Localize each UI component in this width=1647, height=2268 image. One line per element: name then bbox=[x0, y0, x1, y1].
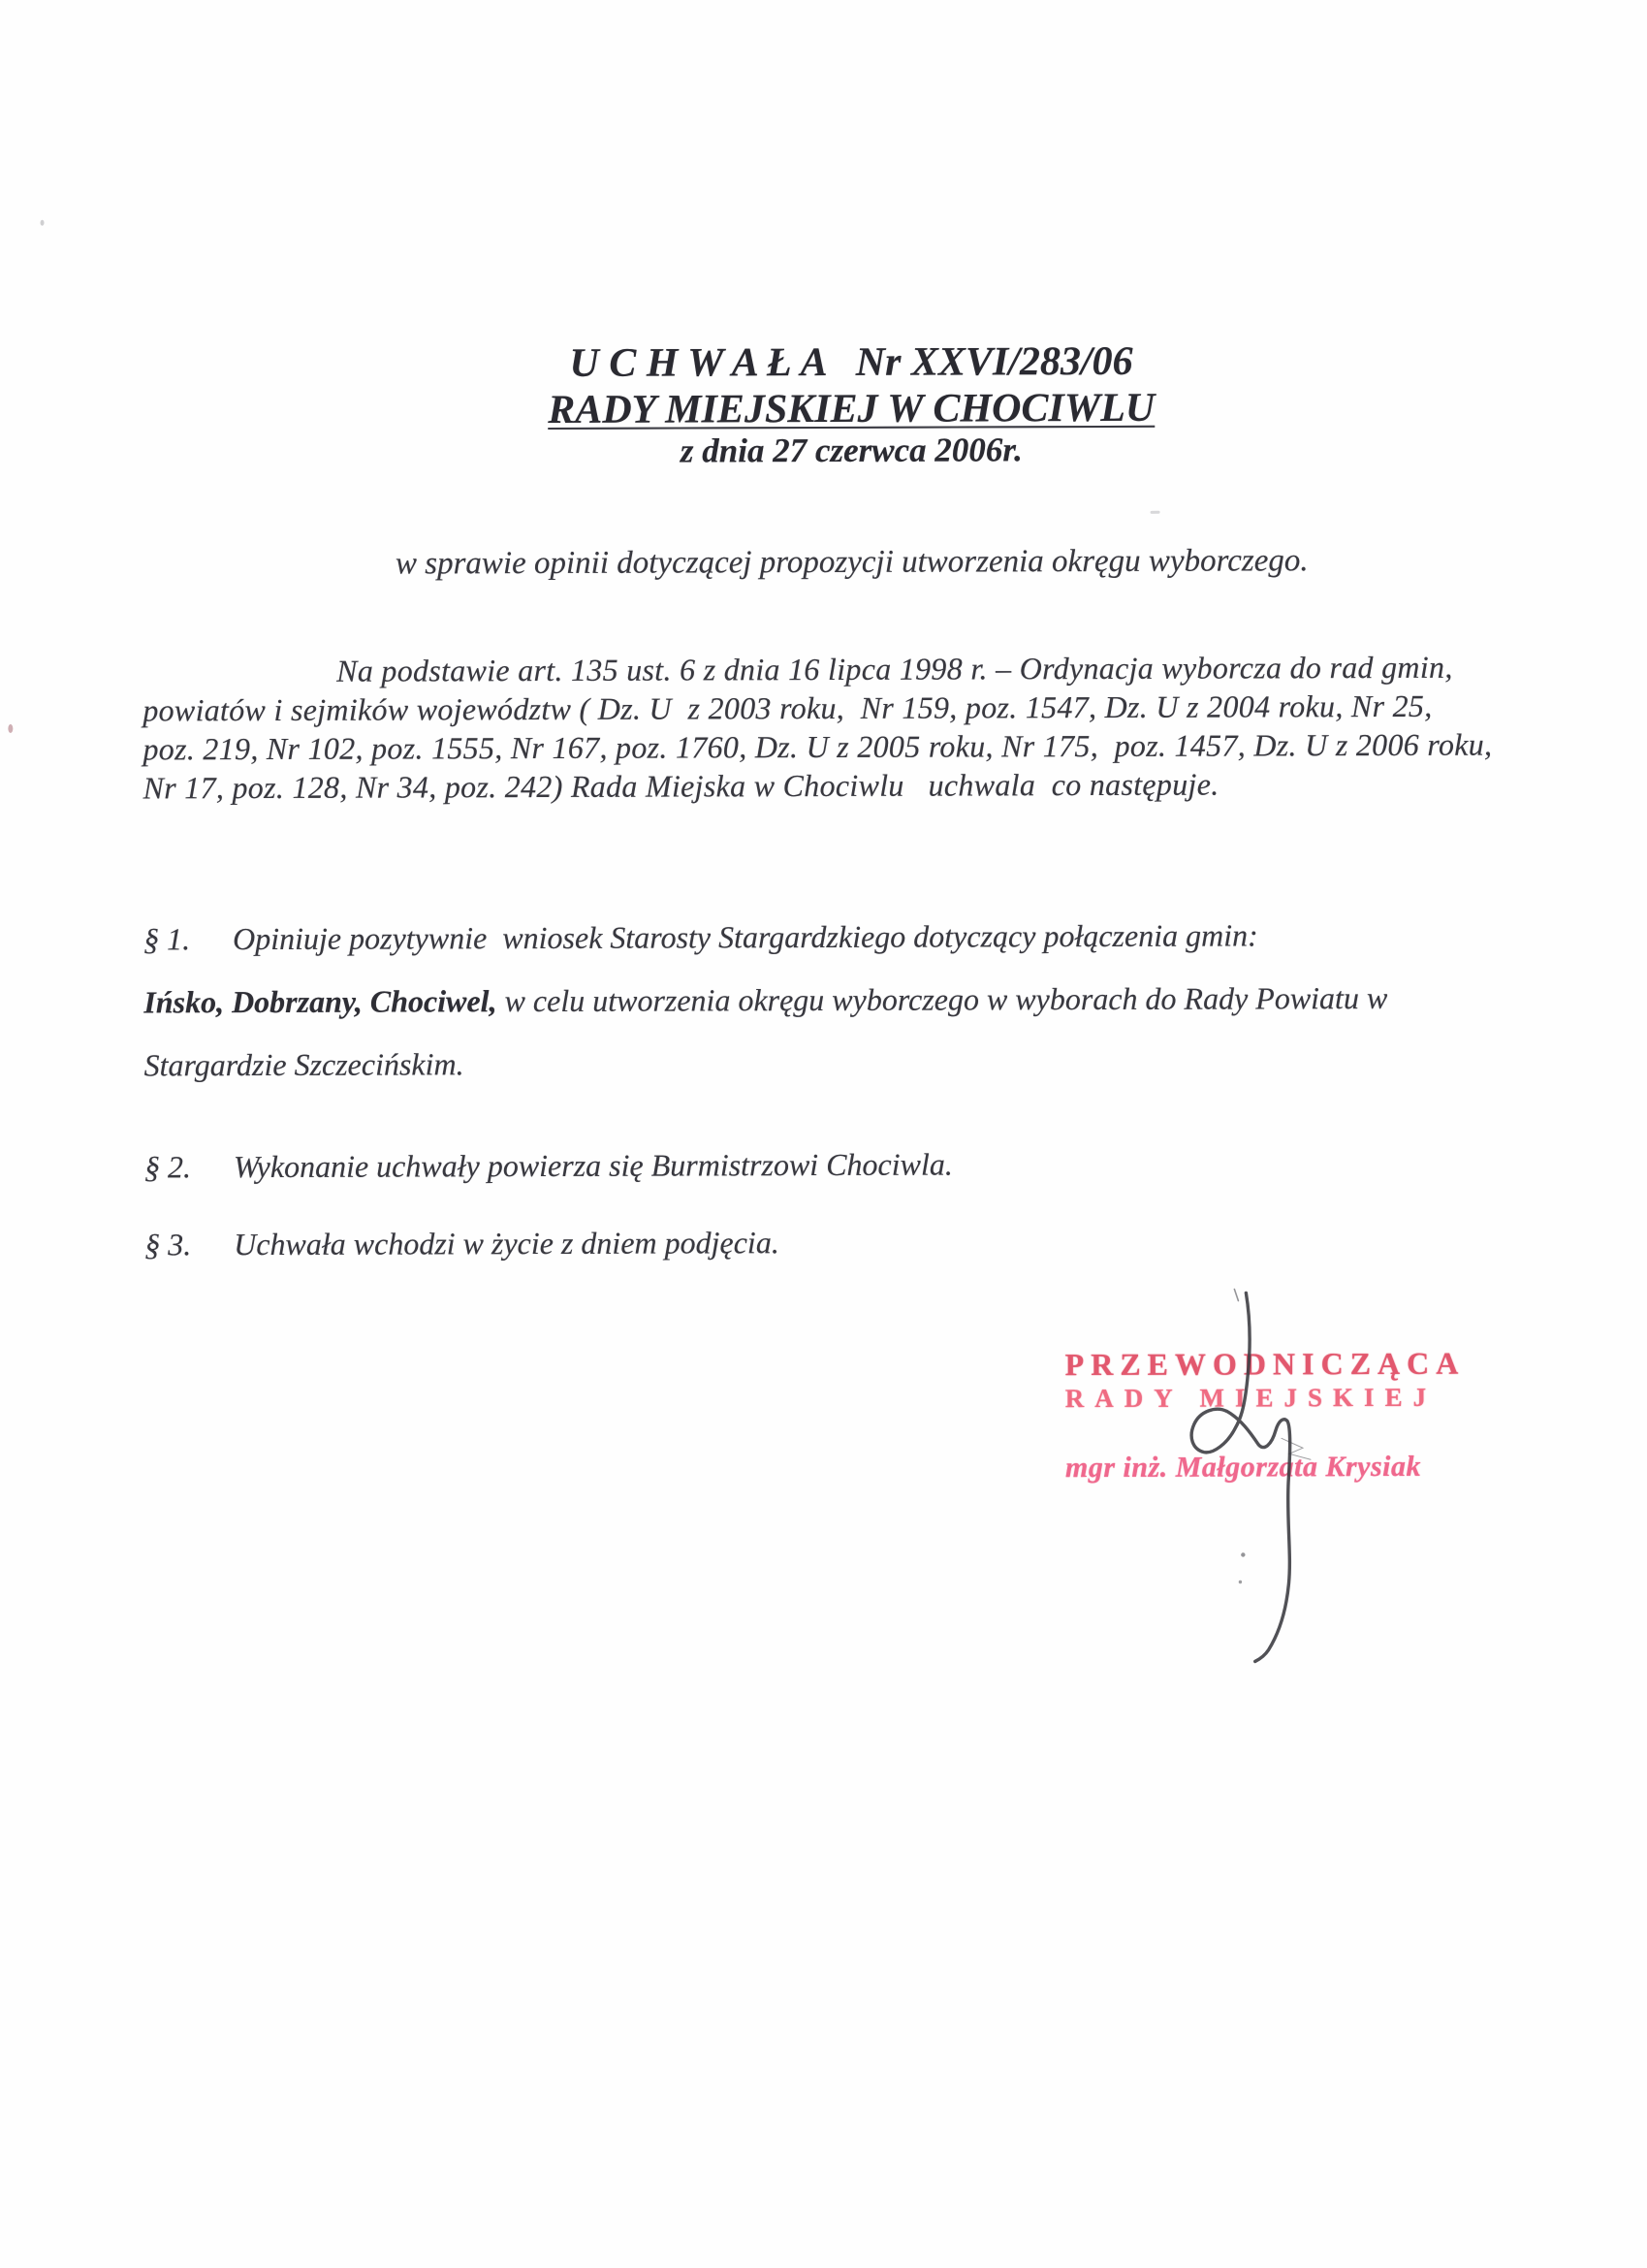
section-1-text: Opiniuje pozytywnie wniosek Starosty Stargardzkiego dotyczący połączenia gmin: bbox=[233, 917, 1258, 957]
section-1-line-3: Stargardzie Szczecińskim. bbox=[143, 1046, 464, 1083]
resolution-number-line: U C H W A Ł A Nr XXVI/283/06 bbox=[569, 338, 1133, 386]
legal-basis-line-1: Na podstawie art. 135 ust. 6 z dnia 16 lipca 1998 r. – Ordynacja wyborcza do rad gmin, bbox=[336, 649, 1453, 688]
legal-basis-line-4: Nr 17, poz. 128, Nr 34, poz. 242) Rada Miejska w Chociwlu uchwala co następuje. bbox=[143, 766, 1219, 806]
signature-top-tick bbox=[1234, 1290, 1238, 1301]
section-2-line bbox=[144, 1147, 953, 1186]
section-3-line bbox=[144, 1225, 779, 1262]
section-2-number: § 2. bbox=[143, 1149, 191, 1185]
section-1-number: § 1. bbox=[143, 921, 191, 957]
legal-basis-line-2: powiatów i sejmików województw ( Dz. U z 2003 roku, Nr 159, poz. 1547, Dz. U z 2004 roku, Nr 25, bbox=[143, 687, 1433, 728]
section-2-text: Wykonanie uchwały powierza się Burmistrzowi Chociwla. bbox=[233, 1146, 953, 1185]
section-3-text: Uchwała wchodzi w życie z dniem podjęcia. bbox=[234, 1225, 779, 1262]
stamp-chairwoman-line: PRZEWODNICZĄCA bbox=[1064, 1345, 1466, 1383]
legal-basis-line-3: poz. 219, Nr 102, poz. 1555, Nr 167, poz. 1760, Dz. U z 2005 roku, Nr 175, poz. 1457, Dz. U z 2006 roku, bbox=[143, 726, 1493, 767]
signature-scratch-stroke bbox=[1282, 1438, 1311, 1459]
scan-speck bbox=[8, 724, 13, 733]
signature-main-stroke bbox=[1191, 1293, 1291, 1661]
signature-scribble-icon bbox=[1145, 1273, 1359, 1681]
stamp-name-line: mgr inż. Małgorzata Krysiak bbox=[1064, 1450, 1421, 1485]
section-1-line-1 bbox=[143, 917, 1258, 957]
council-name-text: RADY MIEJSKIEJ W CHOCIWLU bbox=[548, 385, 1156, 432]
section-1-municipalities-bold: Ińsko, Dobrzany, Chociwel, bbox=[143, 983, 497, 1020]
stamp-council-line: RADY MIEJSKIEJ bbox=[1064, 1382, 1438, 1414]
scan-speck bbox=[1151, 511, 1160, 514]
scan-speck bbox=[41, 220, 45, 226]
ink-speck bbox=[1239, 1581, 1242, 1583]
subject-line: w sprawie opinii dotyczącej propozycji utworzenia okręgu wyborczego. bbox=[395, 543, 1309, 582]
ink-speck bbox=[1241, 1552, 1245, 1556]
section-1-line-2-rest: w celu utworzenia okręgu wyborczego w wyborach do Rady Powiatu w bbox=[496, 979, 1388, 1019]
resolution-date-line: z dnia 27 czerwca 2006r. bbox=[680, 431, 1023, 470]
section-3-number: § 3. bbox=[144, 1227, 192, 1262]
council-name-line bbox=[142, 383, 1561, 434]
section-1-line-2 bbox=[143, 980, 1387, 1020]
